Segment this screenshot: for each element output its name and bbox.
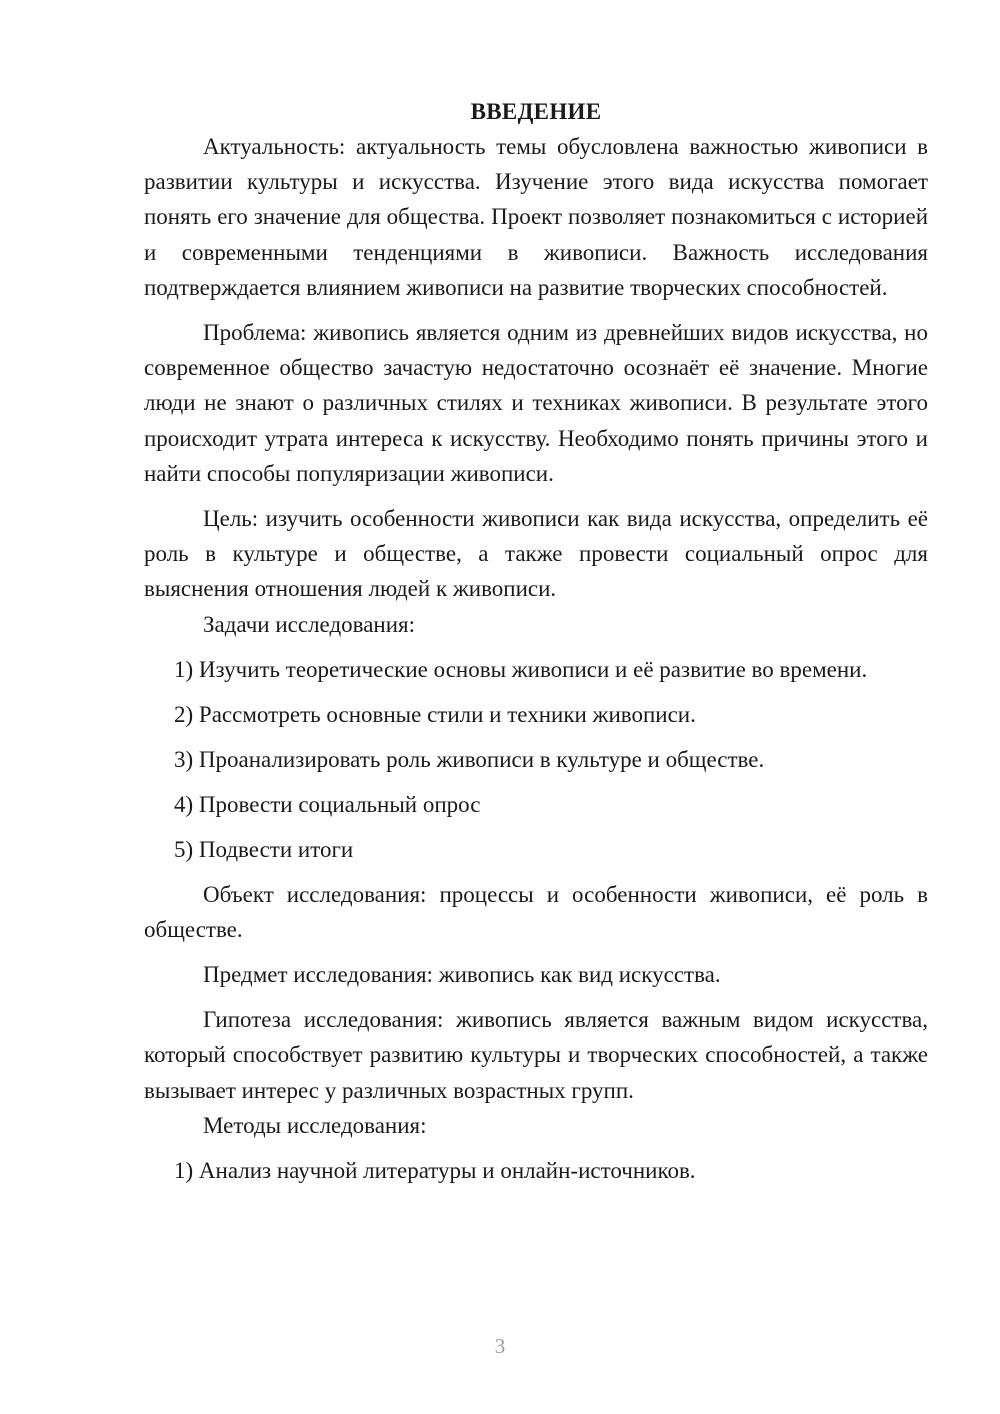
tasks-label: Задачи исследования: <box>203 611 416 637</box>
list-item: 1) Анализ научной литературы и онлайн-источников. <box>174 1157 696 1183</box>
section-heading: ВВЕДЕНИЕ <box>470 99 602 124</box>
list-item: 1) Изучить теоретические основы живописи и её развитие во времени. <box>174 656 868 682</box>
list-item: 2) Рассмотреть основные стили и техники живописи. <box>174 701 696 727</box>
methods-list <box>144 1153 928 1188</box>
page-number: 3 <box>494 1334 506 1358</box>
tasks-list <box>144 652 928 867</box>
problem-paragraph: Проблема: живопись является одним из древнейших видов искусства, но современное общество зачастую недостаточно осознаёт её значение. Многие люди не знают о различных стилях и техниках живописи. В результате этого происходит утрата интереса к искусству. Необходимо понять причины этого и найти способы популяризации живописи. <box>144 320 928 486</box>
object-paragraph: Объект исследования: процессы и особенности живописи, её роль в обществе. <box>144 881 928 942</box>
relevance-paragraph: Актуальность: актуальность темы обусловлена важностью живописи в развитии культуры и искусства. Изучение этого вида искусства помогает понять его значение для общества. Проект позволяет познакомиться с историей и современными тенденциями в живописи. Важность исследования подтверждается влиянием живописи на развитие творческих способностей. <box>144 134 928 300</box>
goal-paragraph: Цель: изучить особенности живописи как вида искусства, определить её роль в культуре и обществе, а также провести социальный опрос для выяснения отношения людей к живописи. <box>144 506 928 602</box>
subject-paragraph: Предмет исследования: живопись как вид искусства. <box>203 962 721 988</box>
hypothesis-paragraph: Гипотеза исследования: живопись является важным видом искусства, который способствует развитию культуры и творческих способностей, а также вызывает интерес у различных возрастных групп. <box>144 1007 928 1103</box>
page-content <box>144 94 928 1188</box>
list-item: 5) Подвести итоги <box>174 836 354 862</box>
list-item: 3) Проанализировать роль живописи в культуре и обществе. <box>174 746 765 772</box>
list-item: 4) Провести социальный опрос <box>174 791 481 817</box>
methods-label: Методы исследования: <box>203 1112 427 1138</box>
